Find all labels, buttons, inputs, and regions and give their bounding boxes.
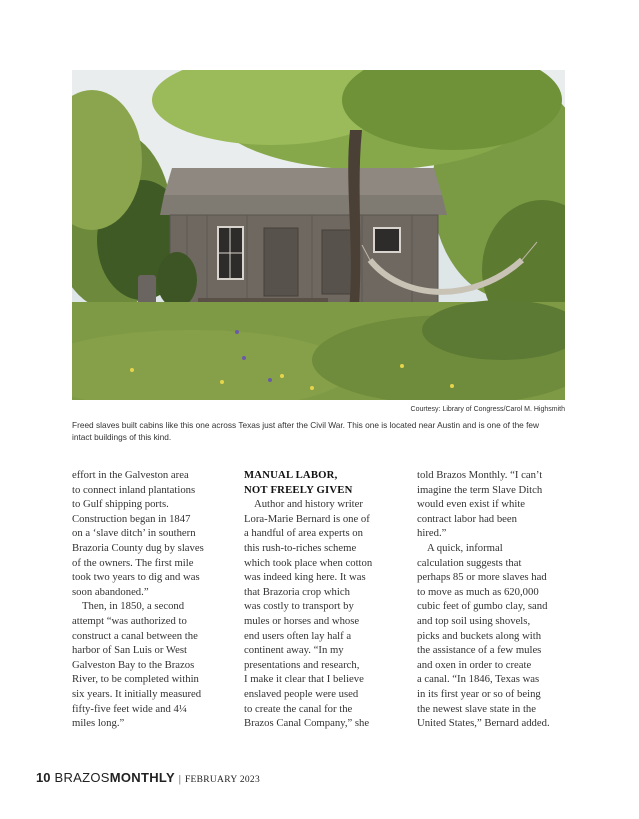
magazine-name-part: BRAZOS <box>54 770 110 785</box>
text-line: and top soil using shovels, <box>417 614 531 627</box>
text-line: miles long.” <box>72 717 125 730</box>
caption-line: Freed slaves built cabins like this one across Texas just after the Civil War. This one is located near Austin and is one of the few <box>72 420 540 430</box>
text-line: Brazoria County dug by slaves <box>72 541 204 554</box>
text-line: presentations and research, <box>244 658 360 671</box>
text-line: Lora-Marie Bernard is one of <box>244 512 370 525</box>
text-line: that Brazoria crop which <box>244 585 350 598</box>
text-line: was indeed king here. It was <box>244 571 366 584</box>
cabin-photo-image <box>72 70 565 400</box>
text-line: this rush-to-riches scheme <box>244 541 357 554</box>
paragraph <box>417 541 569 731</box>
paragraph <box>417 468 569 541</box>
text-line: a handful of area experts on <box>244 527 363 540</box>
caption-line: intact buildings of this kind. <box>72 431 172 442</box>
text-line: the assistance of a few mules <box>417 644 542 657</box>
text-line: enslaved people were used <box>244 687 359 700</box>
text-line: attempt “was authorized to <box>72 614 187 627</box>
text-line: Author and history writer <box>254 498 363 511</box>
paragraph <box>244 497 394 731</box>
text-line: perhaps 85 or more slaves had <box>417 571 547 584</box>
issue-date: FEBRUARY 2023 <box>184 775 261 785</box>
text-line: and oxen in order to create <box>417 658 532 671</box>
page-number: 10 <box>36 770 51 785</box>
photo-credit: Courtesy: Library of Congress/Carol M. Highsmith <box>410 406 565 413</box>
text-line: United States,” Bernard added. <box>417 717 550 730</box>
text-line: was costly to transport by <box>244 600 354 613</box>
photo-caption <box>72 420 568 443</box>
text-line: continent away. “In my <box>244 644 344 657</box>
text-line: picks and buckets along with <box>417 629 542 642</box>
text-line: to Gulf shipping ports. <box>72 498 169 511</box>
magazine-name-bold: MONTHLY <box>109 770 175 785</box>
text-line: took two years to dig and was <box>72 571 200 584</box>
text-line: of the owners. The first mile <box>72 556 194 569</box>
text-line: contract labor had been <box>417 512 517 525</box>
text-line: a canal. “In 1846, Texas was <box>417 673 540 686</box>
text-line: to create the canal for the <box>244 702 353 715</box>
text-line: hired.” <box>417 527 447 540</box>
page-footer <box>36 769 260 787</box>
text-line: mules or horses and whose <box>244 614 360 627</box>
section-heading <box>244 468 394 497</box>
text-line: Galveston Bay to the Brazos <box>72 658 195 671</box>
text-line: six years. It initially measured <box>72 687 202 700</box>
text-line: Construction began in 1847 <box>72 512 191 525</box>
text-line: Then, in 1850, a second <box>82 600 185 613</box>
text-line: the newest slave state in the <box>417 702 537 715</box>
paragraph <box>72 468 222 599</box>
text-line: River, to be completed within <box>72 673 199 686</box>
article-column-1 <box>72 468 222 731</box>
heading-line: NOT FREELY GIVEN <box>244 483 353 496</box>
cabin-photo <box>72 70 565 400</box>
text-line: Brazos Canal Company,” she <box>244 717 370 730</box>
footer-separator: | <box>178 774 181 785</box>
text-line: would even exist if white <box>417 498 526 511</box>
text-line: to move as much as 620,000 <box>417 585 539 598</box>
text-line: imagine the term Slave Ditch <box>417 483 543 496</box>
text-line: harbor of San Luis or West <box>72 644 187 657</box>
text-line: which took place when cotton <box>244 556 373 569</box>
heading-line: MANUAL LABOR, <box>244 469 338 481</box>
text-line: cubic feet of gumbo clay, sand <box>417 600 548 613</box>
text-line: effort in the Galveston area <box>72 469 189 481</box>
text-line: A quick, informal <box>427 541 503 554</box>
article-column-2 <box>244 468 394 731</box>
text-line: in its first year or so of being <box>417 687 541 700</box>
text-line: construct a canal between the <box>72 629 198 642</box>
paragraph <box>72 599 222 730</box>
text-line: soon abandoned.” <box>72 585 149 598</box>
text-line: on a ‘slave ditch’ in southern <box>72 527 196 540</box>
article-column-3 <box>417 468 569 731</box>
text-line: to connect inland plantations <box>72 483 196 496</box>
text-line: told Brazos Monthly. “I can’t <box>417 469 543 481</box>
text-line: fifty-five feet wide and 4¼ <box>72 702 187 715</box>
magazine-name <box>54 770 174 785</box>
text-line: end users often lay half a <box>244 629 352 642</box>
text-line: calculation suggests that <box>417 556 522 569</box>
text-line: I make it clear that I believe <box>244 673 364 686</box>
